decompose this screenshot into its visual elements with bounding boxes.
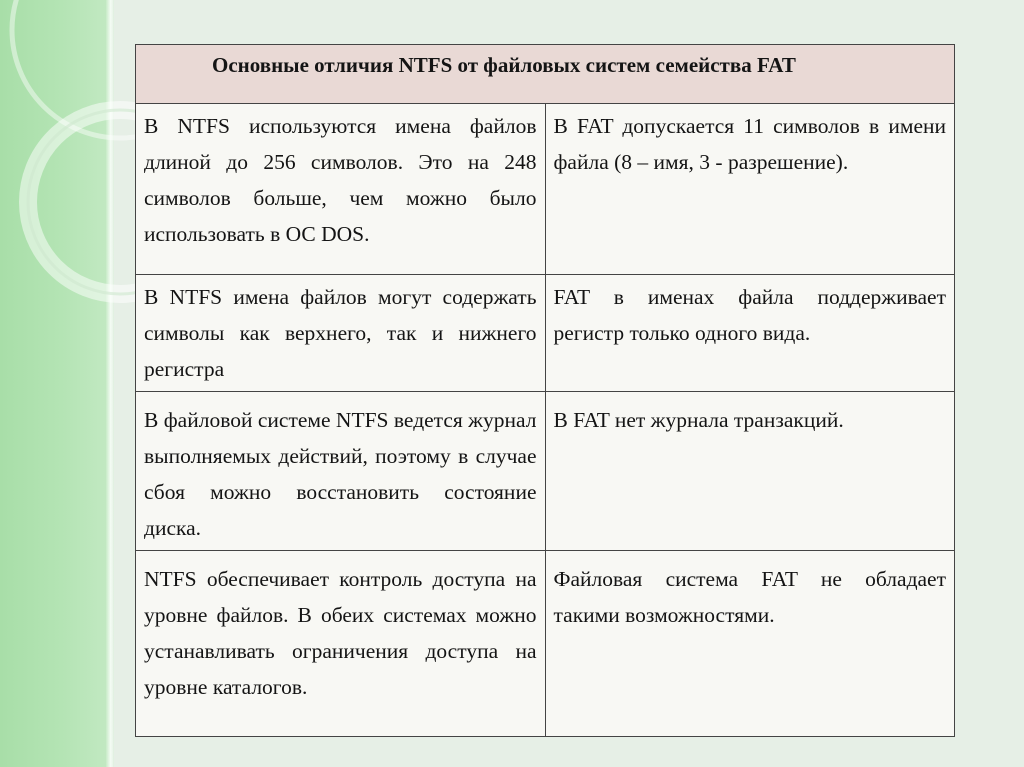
ntfs-cell: NTFS обеспечивает контроль доступа на уровне файлов. В обеих системах можно устанавливать ограничения доступа на уровне каталогов.	[136, 551, 546, 737]
table-row	[136, 275, 955, 392]
ntfs-cell: В NTFS имена файлов могут содержать символы как верхнего, так и нижнего регистра	[136, 275, 546, 392]
table-header-row	[136, 45, 955, 104]
fat-cell: В FAT допускается 11 символов в имени файла (8 – имя, 3 - разрешение).	[545, 104, 955, 275]
fat-cell: Файловая система FAT не обладает такими возможностями.	[545, 551, 955, 737]
table-row	[136, 104, 955, 275]
slide-content	[135, 44, 955, 737]
table-row	[136, 392, 955, 551]
ntfs-cell: В файловой системе NTFS ведется журнал выполняемых действий, поэтому в случае сбоя можно восстановить состояние диска.	[136, 392, 546, 551]
sidebar-divider	[106, 0, 114, 767]
decorative-sidebar	[0, 0, 112, 767]
comparison-table	[135, 44, 955, 737]
fat-cell: FAT в именах файла поддерживает регистр только одного вида.	[545, 275, 955, 392]
table-row	[136, 551, 955, 737]
ntfs-cell: В NTFS используются имена файлов длиной до 256 символов. Это на 248 символов больше, чем можно было использовать в ОС DOS.	[136, 104, 546, 275]
fat-cell: В FAT нет журнала транзакций.	[545, 392, 955, 551]
table-title: Основные отличия NTFS от файловых систем семейства FAT	[136, 45, 955, 104]
